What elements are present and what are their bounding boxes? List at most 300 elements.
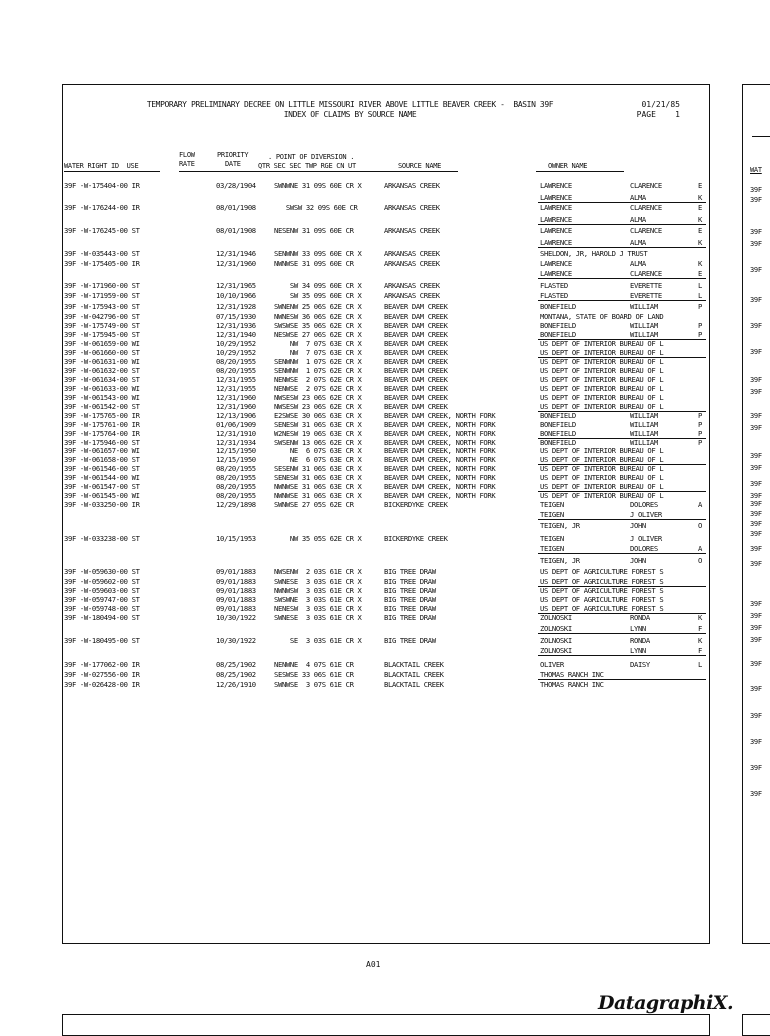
water-right-id: 39F -W-177062-00 IR bbox=[64, 660, 140, 669]
owner-first-name: WILLIAM bbox=[630, 429, 658, 438]
owner-first-name: CLARENCE bbox=[630, 203, 662, 212]
owner-initial: K bbox=[698, 238, 702, 247]
water-right-id: 39F -W-171960-00 ST bbox=[64, 281, 140, 290]
point-of-diversion: E2SWSE 30 06S 63E CR X bbox=[274, 411, 362, 420]
point-of-diversion: SWNWSE 3 07S 61E CR bbox=[274, 680, 354, 689]
owner-last-name: BONEFIELD bbox=[540, 330, 576, 339]
source-name: BEAVER DAM CREEK bbox=[384, 302, 448, 311]
priority-header-bottom: DATE bbox=[225, 160, 241, 168]
owner-last-name: ZOLNOSKI bbox=[540, 624, 572, 633]
table-row bbox=[62, 510, 708, 520]
source-name: BEAVER DAM CREEK, NORTH FORK bbox=[384, 455, 496, 464]
water-right-id: 39F -W-175946-00 ST bbox=[64, 438, 140, 447]
source-name: BEAVER DAM CREEK bbox=[384, 321, 448, 330]
source-name: BEAVER DAM CREEK, NORTH FORK bbox=[384, 411, 496, 420]
table-row bbox=[62, 534, 708, 544]
table-row bbox=[62, 680, 708, 690]
owner-last-name: LAWRENCE bbox=[540, 226, 572, 235]
source-name: BLACKTAIL CREEK bbox=[384, 680, 444, 689]
adjacent-page-code: 39F bbox=[750, 452, 762, 460]
adjacent-page-code: 39F bbox=[750, 376, 762, 384]
owner-first-name: WILLIAM bbox=[630, 330, 658, 339]
owner-first-name: J OLIVER bbox=[630, 534, 662, 543]
source-name: BEAVER DAM CREEK, NORTH FORK bbox=[384, 438, 496, 447]
table-row bbox=[62, 193, 708, 203]
priority-date: 12/31/1960 bbox=[216, 402, 256, 411]
point-of-diversion: NENWSE 2 07S 62E CR X bbox=[274, 375, 362, 384]
page-indicator bbox=[628, 110, 680, 119]
priority-date: 10/29/1952 bbox=[216, 339, 256, 348]
source-name: BICKERDYKE CREEK bbox=[384, 534, 448, 543]
title-line-2: INDEX OF CLAIMS BY SOURCE NAME bbox=[283, 110, 417, 119]
priority-date: 08/25/1902 bbox=[216, 670, 256, 679]
owner-first-name: DOLORES bbox=[630, 544, 658, 553]
point-of-diversion: SESWSE 33 06S 61E CR bbox=[274, 670, 354, 679]
point-of-diversion: SENWNW 1 07S 62E CR X bbox=[274, 366, 362, 375]
priority-date: 12/31/1928 bbox=[216, 302, 256, 311]
owner-initial: E bbox=[698, 269, 702, 278]
table-row bbox=[62, 613, 708, 623]
owner-initial: P bbox=[698, 321, 702, 330]
owner-last-name: BONEFIELD bbox=[540, 411, 576, 420]
source-name: BIG TREE DRAW bbox=[384, 577, 436, 586]
priority-date: 12/31/1960 bbox=[216, 259, 256, 268]
adjacent-page-code: 39F bbox=[750, 520, 762, 528]
owner-last-name: FLASTED bbox=[540, 291, 568, 300]
priority-date: 12/15/1950 bbox=[216, 455, 256, 464]
adjacent-page-code: 39F bbox=[750, 464, 762, 472]
priority-date: 12/31/1955 bbox=[216, 384, 256, 393]
point-of-diversion: NWSESW 23 06S 62E CR X bbox=[274, 402, 362, 411]
point-of-diversion: NESENW 31 09S 60E CR bbox=[274, 226, 354, 235]
source-name: ARKANSAS CREEK bbox=[384, 291, 440, 300]
report-title bbox=[100, 100, 600, 120]
adjacent-page-code: 39F bbox=[750, 510, 762, 518]
header-underline bbox=[64, 171, 160, 172]
adjacent-page-code: 39F bbox=[750, 492, 762, 500]
water-right-id: 39F -W-059602-00 ST bbox=[64, 577, 140, 586]
owner-last-name: MONTANA, STATE OF BOARD OF LAND bbox=[540, 312, 664, 321]
point-of-diversion: NWNESW 36 06S 62E CR X bbox=[274, 312, 362, 321]
owner-first-name: WILLIAM bbox=[630, 321, 658, 330]
owner-last-name: US DEPT OF INTERIOR BUREAU OF L bbox=[540, 357, 664, 366]
flow-header-bottom: RATE bbox=[179, 160, 195, 168]
owner-last-name: THOMAS RANCH INC bbox=[540, 670, 604, 679]
owner-first-name: ALMA bbox=[630, 215, 646, 224]
owner-first-name: CLARENCE bbox=[630, 269, 662, 278]
owner-first-name: WILLIAM bbox=[630, 302, 658, 311]
table-row bbox=[62, 259, 708, 269]
adjacent-page-rule bbox=[752, 136, 770, 137]
point-of-diversion: SWSENW 13 06S 62E CR X bbox=[274, 438, 362, 447]
row-underline bbox=[538, 247, 706, 248]
water-right-id: 39F -W-061658-00 ST bbox=[64, 455, 140, 464]
owner-last-name: TEIGEN, JR bbox=[540, 556, 580, 565]
point-of-diversion: SWSW 32 09S 60E CR bbox=[274, 203, 358, 212]
point-of-diversion: SENWNW 33 09S 60E CR X bbox=[274, 249, 362, 258]
source-name: BEAVER DAM CREEK bbox=[384, 402, 448, 411]
owner-first-name: ALMA bbox=[630, 193, 646, 202]
source-name: BEAVER DAM CREEK, NORTH FORK bbox=[384, 464, 496, 473]
point-of-diversion: SWNESE 3 03S 61E CR X bbox=[274, 577, 362, 586]
owner-last-name: US DEPT OF INTERIOR BUREAU OF L bbox=[540, 455, 664, 464]
owner-initial: K bbox=[698, 215, 702, 224]
owner-first-name: ALMA bbox=[630, 238, 646, 247]
water-right-id: 39F -W-175764-00 IR bbox=[64, 429, 140, 438]
priority-date: 08/01/1908 bbox=[216, 203, 256, 212]
source-name: BIG TREE DRAW bbox=[384, 604, 436, 613]
table-row bbox=[62, 238, 708, 248]
source-name: BIG TREE DRAW bbox=[384, 636, 436, 645]
priority-date: 12/15/1950 bbox=[216, 446, 256, 455]
owner-initial: O bbox=[698, 556, 702, 565]
owner-first-name: LYNN bbox=[630, 624, 646, 633]
owner-first-name: RONDA bbox=[630, 613, 650, 622]
datagraphix-logo: DatagraphiX. bbox=[598, 992, 734, 1014]
source-name: ARKANSAS CREEK bbox=[384, 226, 440, 235]
adjacent-page-code: 39F bbox=[750, 228, 762, 236]
table-row bbox=[62, 556, 708, 566]
owner-last-name: US DEPT OF AGRICULTURE FOREST S bbox=[540, 595, 664, 604]
priority-date: 09/01/1883 bbox=[216, 586, 256, 595]
source-name: ARKANSAS CREEK bbox=[384, 249, 440, 258]
adjacent-page-code: 39F bbox=[750, 624, 762, 632]
owner-last-name: US DEPT OF AGRICULTURE FOREST S bbox=[540, 586, 664, 595]
row-underline bbox=[538, 300, 706, 301]
adjacent-page-code: 39F bbox=[750, 500, 762, 508]
owner-last-name: LAWRENCE bbox=[540, 269, 572, 278]
table-row bbox=[62, 281, 708, 291]
adjacent-page-code: 39F bbox=[750, 530, 762, 538]
water-right-id: 39F -W-061657-00 WI bbox=[64, 446, 140, 455]
pod-header-top: . POINT OF DIVERSION . bbox=[268, 153, 355, 161]
priority-date: 10/15/1953 bbox=[216, 534, 256, 543]
priority-date: 12/31/1955 bbox=[216, 375, 256, 384]
adjacent-page-code: 39F bbox=[750, 388, 762, 396]
table-row bbox=[62, 269, 708, 279]
priority-date: 12/31/1940 bbox=[216, 330, 256, 339]
water-right-id: 39F -W-171959-00 ST bbox=[64, 291, 140, 300]
source-name: BIG TREE DRAW bbox=[384, 613, 436, 622]
owner-first-name: LYNN bbox=[630, 646, 646, 655]
water-right-id: 39F -W-175749-00 ST bbox=[64, 321, 140, 330]
owner-last-name: BONEFIELD bbox=[540, 438, 576, 447]
priority-date: 01/06/1909 bbox=[216, 420, 256, 429]
owner-initial: P bbox=[698, 420, 702, 429]
point-of-diversion: SENESW 31 06S 63E CR X bbox=[274, 473, 362, 482]
priority-date: 10/30/1922 bbox=[216, 636, 256, 645]
table-row bbox=[62, 302, 708, 312]
owner-last-name: ZOLNOSKI bbox=[540, 636, 572, 645]
page-label: PAGE bbox=[636, 110, 656, 119]
priority-date: 12/31/1946 bbox=[216, 249, 256, 258]
water-right-id: 39F -W-175405-00 IR bbox=[64, 259, 140, 268]
point-of-diversion: NWNWSE 31 06S 63E CR X bbox=[274, 491, 362, 500]
source-name: BEAVER DAM CREEK bbox=[384, 339, 448, 348]
owner-last-name: US DEPT OF INTERIOR BUREAU OF L bbox=[540, 339, 664, 348]
source-name: BEAVER DAM CREEK, NORTH FORK bbox=[384, 482, 496, 491]
water-right-id: 39F -W-061546-00 ST bbox=[64, 464, 140, 473]
table-row bbox=[62, 249, 708, 259]
owner-first-name: WILLIAM bbox=[630, 411, 658, 420]
adjacent-page-code: 39F bbox=[750, 424, 762, 432]
adjacent-page-code: 39F bbox=[750, 412, 762, 420]
owner-last-name: LAWRENCE bbox=[540, 259, 572, 268]
priority-date: 10/10/1966 bbox=[216, 291, 256, 300]
point-of-diversion: NW 7 07S 63E CR X bbox=[274, 339, 362, 348]
point-of-diversion: NWSENW 2 03S 61E CR X bbox=[274, 567, 362, 576]
priority-date: 08/20/1955 bbox=[216, 366, 256, 375]
owner-last-name: LAWRENCE bbox=[540, 203, 572, 212]
owner-first-name: WILLIAM bbox=[630, 438, 658, 447]
water-right-id: 39F -W-061544-00 WI bbox=[64, 473, 140, 482]
water-right-id: 39F -W-175943-00 ST bbox=[64, 302, 140, 311]
water-right-id: 39F -W-061542-00 ST bbox=[64, 402, 140, 411]
point-of-diversion: NESWSE 27 06S 62E CR X bbox=[274, 330, 362, 339]
adjacent-page-code: 39F bbox=[750, 240, 762, 248]
owner-last-name: TEIGEN bbox=[540, 534, 564, 543]
priority-date: 10/30/1922 bbox=[216, 613, 256, 622]
owner-initial: P bbox=[698, 302, 702, 311]
point-of-diversion: NWSESW 23 06S 62E CR X bbox=[274, 393, 362, 402]
owner-last-name: US DEPT OF AGRICULTURE FOREST S bbox=[540, 577, 664, 586]
source-name: BEAVER DAM CREEK bbox=[384, 366, 448, 375]
owner-initial: P bbox=[698, 438, 702, 447]
water-right-id: 39F -W-180495-00 ST bbox=[64, 636, 140, 645]
source-name: BEAVER DAM CREEK, NORTH FORK bbox=[384, 446, 496, 455]
row-underline bbox=[538, 224, 706, 225]
adjacent-page-code: 39F bbox=[750, 480, 762, 488]
table-row bbox=[62, 181, 708, 191]
table-row bbox=[62, 624, 708, 634]
owner-last-name: LAWRENCE bbox=[540, 215, 572, 224]
priority-date: 08/20/1955 bbox=[216, 464, 256, 473]
adjacent-page-code: 39F bbox=[750, 790, 762, 798]
table-row bbox=[62, 203, 708, 213]
priority-date: 12/31/1965 bbox=[216, 281, 256, 290]
report-date: 01/21/85 bbox=[641, 100, 680, 109]
row-underline bbox=[538, 519, 706, 520]
owner-last-name: US DEPT OF AGRICULTURE FOREST S bbox=[540, 604, 664, 613]
source-name: BEAVER DAM CREEK bbox=[384, 330, 448, 339]
priority-date: 09/01/1883 bbox=[216, 604, 256, 613]
source-name: BIG TREE DRAW bbox=[384, 586, 436, 595]
owner-last-name: TEIGEN bbox=[540, 510, 564, 519]
owner-last-name: TEIGEN bbox=[540, 544, 564, 553]
adjacent-page-code: 39F bbox=[750, 296, 762, 304]
water-right-id: 39F -W-059603-00 ST bbox=[64, 586, 140, 595]
source-name: BEAVER DAM CREEK bbox=[384, 375, 448, 384]
owner-first-name: DAISY bbox=[630, 660, 650, 669]
priority-date: 12/29/1898 bbox=[216, 500, 256, 509]
owner-first-name: DOLORES bbox=[630, 500, 658, 509]
footer-code: A01 bbox=[366, 960, 381, 969]
title-line-1: TEMPORARY PRELIMINARY DECREE ON LITTLE MISSOURI RIVER ABOVE LITTLE BEAVER CREEK - BASIN 39F bbox=[146, 100, 554, 109]
owner-last-name: BONEFIELD bbox=[540, 302, 576, 311]
point-of-diversion: NWNWSW 3 03S 61E CR X bbox=[274, 586, 362, 595]
priority-date: 12/31/1934 bbox=[216, 438, 256, 447]
header-underline bbox=[258, 171, 458, 172]
point-of-diversion: SESENW 31 06S 63E CR X bbox=[274, 464, 362, 473]
point-of-diversion: SENESW 31 06S 63E CR X bbox=[274, 420, 362, 429]
source-name: BEAVER DAM CREEK bbox=[384, 312, 448, 321]
priority-date: 07/15/1930 bbox=[216, 312, 256, 321]
table-row bbox=[62, 646, 708, 656]
owner-last-name: LAWRENCE bbox=[540, 193, 572, 202]
adjacent-page-code: 39F bbox=[750, 685, 762, 693]
owner-initial: P bbox=[698, 429, 702, 438]
owner-last-name: US DEPT OF INTERIOR BUREAU OF L bbox=[540, 348, 664, 357]
adjacent-page-code: 39F bbox=[750, 545, 762, 553]
owner-last-name: LAWRENCE bbox=[540, 238, 572, 247]
water-right-id: 39F -W-061660-00 ST bbox=[64, 348, 140, 357]
table-row bbox=[62, 660, 708, 670]
point-of-diversion: NE 6 07S 63E CR X bbox=[274, 455, 362, 464]
point-of-diversion: NWNWSE 31 06S 63E CR X bbox=[274, 482, 362, 491]
source-name: BEAVER DAM CREEK bbox=[384, 384, 448, 393]
source-name: BIG TREE DRAW bbox=[384, 567, 436, 576]
source-name: BLACKTAIL CREEK bbox=[384, 670, 444, 679]
priority-date: 09/01/1883 bbox=[216, 595, 256, 604]
owner-initial: P bbox=[698, 411, 702, 420]
owner-last-name: US DEPT OF INTERIOR BUREAU OF L bbox=[540, 366, 664, 375]
point-of-diversion: SWNWSE 27 05S 62E CR bbox=[274, 500, 354, 509]
source-name: BICKERDYKE CREEK bbox=[384, 500, 448, 509]
flow-header-top: FLOW bbox=[179, 151, 195, 159]
owner-initial: K bbox=[698, 613, 702, 622]
point-of-diversion: SW 35 09S 60E CR X bbox=[274, 291, 362, 300]
owner-last-name: OLIVER bbox=[540, 660, 564, 669]
owner-last-name: BONEFIELD bbox=[540, 429, 576, 438]
point-of-diversion: SWSWNE 3 03S 61E CR X bbox=[274, 595, 362, 604]
owner-initial: L bbox=[698, 281, 702, 290]
owner-last-name: US DEPT OF INTERIOR BUREAU OF L bbox=[540, 464, 664, 473]
owner-last-name: SHELDON, JR, HAROLD J TRUST bbox=[540, 249, 648, 258]
owner-last-name: FLASTED bbox=[540, 281, 568, 290]
next-adjacent-page-frame bbox=[742, 1014, 770, 1036]
table-row bbox=[62, 636, 708, 646]
owner-last-name: BONEFIELD bbox=[540, 321, 576, 330]
priority-date: 09/01/1883 bbox=[216, 567, 256, 576]
water-right-id: 39F -W-061634-00 ST bbox=[64, 375, 140, 384]
table-row bbox=[62, 226, 708, 236]
priority-date: 08/25/1902 bbox=[216, 660, 256, 669]
water-right-id: 39F -W-027556-00 IR bbox=[64, 670, 140, 679]
owner-last-name: BONEFIELD bbox=[540, 420, 576, 429]
owner-initial: L bbox=[698, 660, 702, 669]
water-right-id: 39F -W-175404-00 IR bbox=[64, 181, 140, 190]
adjacent-page-code: 39F bbox=[750, 196, 762, 204]
table-row bbox=[62, 544, 708, 554]
owner-name-header: OWNER NAME bbox=[548, 162, 588, 170]
owner-last-name: US DEPT OF INTERIOR BUREAU OF L bbox=[540, 482, 664, 491]
point-of-diversion: NW 35 05S 62E CR X bbox=[274, 534, 362, 543]
owner-last-name: US DEPT OF INTERIOR BUREAU OF L bbox=[540, 491, 664, 500]
priority-date: 12/26/1910 bbox=[216, 680, 256, 689]
row-underline bbox=[538, 655, 706, 656]
owner-initial: F bbox=[698, 646, 702, 655]
adjacent-page-code: 39F bbox=[750, 612, 762, 620]
adjacent-page-code: 39F bbox=[750, 660, 762, 668]
water-right-id: 39F -W-059748-00 ST bbox=[64, 604, 140, 613]
water-right-id: 39F -W-180494-00 ST bbox=[64, 613, 140, 622]
owner-first-name: WILLIAM bbox=[630, 420, 658, 429]
point-of-diversion: SE 3 03S 61E CR X bbox=[274, 636, 362, 645]
priority-date: 12/31/1960 bbox=[216, 393, 256, 402]
water-right-id: 39F -W-059747-00 ST bbox=[64, 595, 140, 604]
owner-last-name: US DEPT OF INTERIOR BUREAU OF L bbox=[540, 473, 664, 482]
owner-initial: P bbox=[698, 330, 702, 339]
owner-last-name: US DEPT OF INTERIOR BUREAU OF L bbox=[540, 384, 664, 393]
row-underline bbox=[538, 278, 706, 279]
owner-last-name: ZOLNOSKI bbox=[540, 646, 572, 655]
owner-last-name: TEIGEN, JR bbox=[540, 521, 580, 530]
source-name: BEAVER DAM CREEK, NORTH FORK bbox=[384, 429, 496, 438]
owner-last-name: TEIGEN bbox=[540, 500, 564, 509]
source-name: ARKANSAS CREEK bbox=[384, 181, 440, 190]
water-right-id: 39F -W-176244-00 IR bbox=[64, 203, 140, 212]
source-name: ARKANSAS CREEK bbox=[384, 203, 440, 212]
water-right-id: 39F -W-175761-00 IR bbox=[64, 420, 140, 429]
owner-first-name: ALMA bbox=[630, 259, 646, 268]
point-of-diversion: SWSWSE 35 06S 62E CR X bbox=[274, 321, 362, 330]
owner-initial: E bbox=[698, 181, 702, 190]
source-name: ARKANSAS CREEK bbox=[384, 281, 440, 290]
water-right-id: 39F -W-061547-00 ST bbox=[64, 482, 140, 491]
row-underline bbox=[538, 633, 706, 634]
owner-initial: E bbox=[698, 226, 702, 235]
water-right-id: 39F -W-061545-00 WI bbox=[64, 491, 140, 500]
next-page-frame bbox=[62, 1014, 710, 1036]
source-name: BEAVER DAM CREEK bbox=[384, 348, 448, 357]
owner-last-name: US DEPT OF INTERIOR BUREAU OF L bbox=[540, 393, 664, 402]
priority-date: 08/20/1955 bbox=[216, 357, 256, 366]
point-of-diversion: NENWNE 4 07S 61E CR bbox=[274, 660, 354, 669]
water-right-id: 39F -W-035443-00 ST bbox=[64, 249, 140, 258]
water-right-id: 39F -W-061633-00 WI bbox=[64, 384, 140, 393]
water-right-id: 39F -W-176245-00 ST bbox=[64, 226, 140, 235]
owner-initial: A bbox=[698, 500, 702, 509]
owner-last-name: ZOLNOSKI bbox=[540, 613, 572, 622]
adjacent-page-code: 39F bbox=[750, 348, 762, 356]
table-row bbox=[62, 567, 708, 577]
header-underline bbox=[179, 171, 259, 172]
point-of-diversion: NE 6 07S 63E CR X bbox=[274, 446, 362, 455]
priority-date: 08/01/1908 bbox=[216, 226, 256, 235]
adjacent-page-code: 39F bbox=[750, 600, 762, 608]
owner-initial: K bbox=[698, 193, 702, 202]
owner-last-name: US DEPT OF AGRICULTURE FOREST S bbox=[540, 567, 664, 576]
point-of-diversion: NENWSE 2 07S 62E CR X bbox=[274, 384, 362, 393]
owner-initial: K bbox=[698, 259, 702, 268]
source-name: BEAVER DAM CREEK, NORTH FORK bbox=[384, 491, 496, 500]
page-number: 1 bbox=[675, 110, 680, 119]
source-name: ARKANSAS CREEK bbox=[384, 259, 440, 268]
source-name: BEAVER DAM CREEK bbox=[384, 357, 448, 366]
point-of-diversion: NW 7 07S 63E CR X bbox=[274, 348, 362, 357]
owner-first-name: JOHN bbox=[630, 521, 646, 530]
point-of-diversion: NWNWSE 31 09S 60E CR bbox=[274, 259, 354, 268]
table-row bbox=[62, 215, 708, 225]
priority-date: 08/20/1955 bbox=[216, 491, 256, 500]
water-right-id: 39F -W-026428-00 IR bbox=[64, 680, 140, 689]
water-right-header: WATER RIGHT ID USE bbox=[64, 162, 139, 170]
row-underline bbox=[538, 553, 706, 554]
owner-initial: K bbox=[698, 636, 702, 645]
priority-date: 03/28/1904 bbox=[216, 181, 256, 190]
point-of-diversion: SW 34 09S 60E CR X bbox=[274, 281, 362, 290]
point-of-diversion: NENESW 3 03S 61E CR X bbox=[274, 604, 362, 613]
